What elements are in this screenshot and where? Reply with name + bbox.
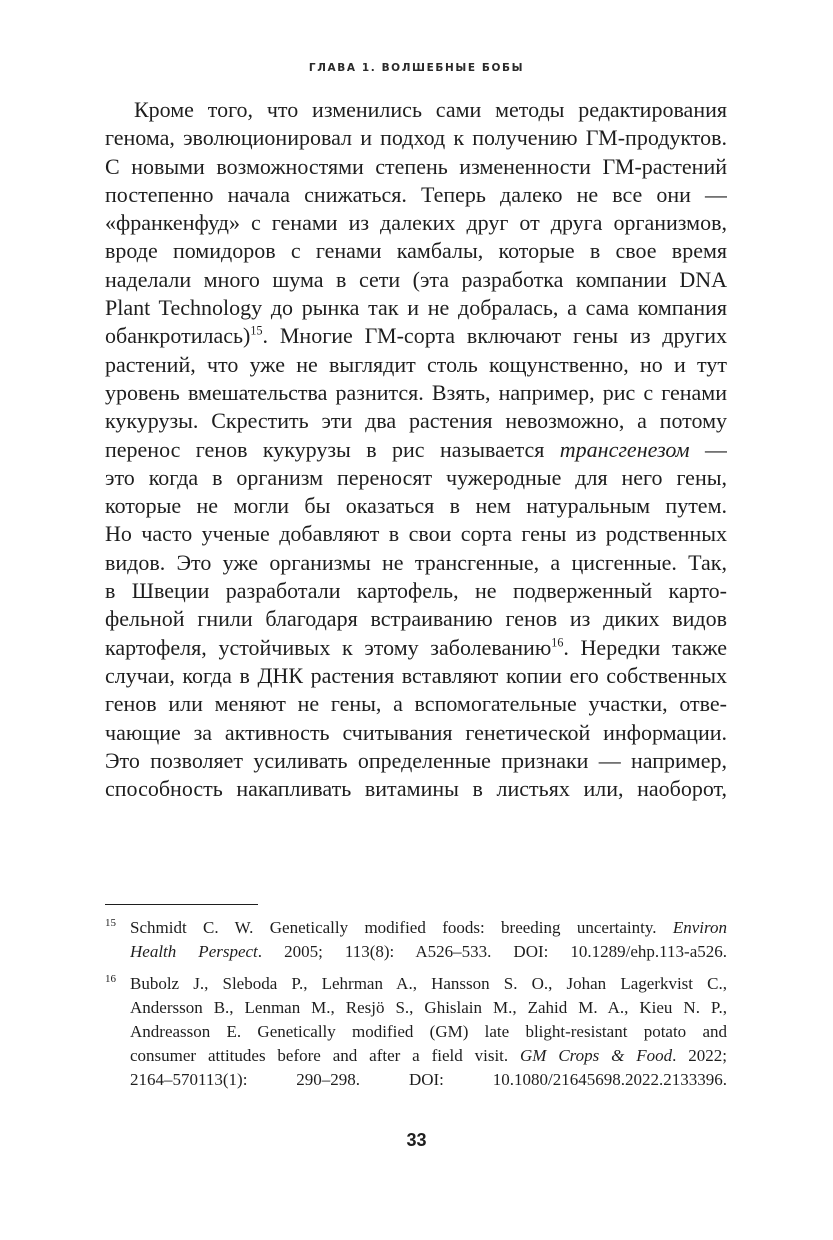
text-segment: генома, эволюционировал и подход к получению ГМ-продуктов. bbox=[105, 125, 727, 151]
text-segment: картофеля, устойчивых к этому заболеванию bbox=[105, 634, 552, 660]
body-line bbox=[105, 181, 727, 209]
text-segment: наделали много шума в сети (эта разработка компании DNA bbox=[105, 266, 727, 292]
line-content bbox=[105, 437, 727, 462]
body-text bbox=[105, 96, 727, 803]
body-line bbox=[105, 549, 727, 577]
line-content bbox=[105, 267, 727, 292]
text-segment: уровень вмешательства разнится. Взять, например, рис с генами bbox=[105, 379, 727, 405]
body-line bbox=[105, 322, 727, 350]
body-line bbox=[105, 124, 727, 152]
body-line bbox=[105, 266, 727, 294]
body-line bbox=[105, 209, 727, 237]
footnote-number: 16 bbox=[105, 973, 116, 985]
line-content bbox=[105, 606, 727, 631]
text-segment: . 2022; bbox=[672, 1046, 727, 1065]
text-segment: случаи, когда в ДНК растения вставляют копии его собственных bbox=[105, 662, 727, 688]
italic-text: GM Crops & Food bbox=[520, 1046, 673, 1065]
line-content bbox=[130, 1070, 727, 1089]
footnote-divider bbox=[105, 904, 258, 905]
line-content bbox=[105, 210, 727, 235]
body-line bbox=[105, 351, 727, 379]
text-segment: фельной гнили благодаря встраиванию генов из диких видов bbox=[105, 606, 727, 632]
line-content bbox=[130, 974, 727, 993]
line-content bbox=[130, 942, 727, 961]
text-segment: — bbox=[689, 436, 727, 462]
line-content bbox=[105, 691, 727, 716]
text-segment: С новыми возможностями степень измененности ГМ-растений bbox=[105, 153, 727, 179]
body-line bbox=[105, 237, 727, 265]
text-segment: Кроме того, что изменились сами методы редактирования bbox=[134, 97, 727, 122]
line-content bbox=[105, 380, 727, 405]
text-segment: это когда в организм переносят чужеродные для него гены, bbox=[105, 464, 727, 490]
footnote-line bbox=[130, 1044, 727, 1068]
line-content bbox=[134, 97, 727, 122]
line-content bbox=[105, 125, 727, 150]
text-segment: которые не могли бы оказаться в нем натуральным путем. bbox=[105, 493, 727, 519]
line-content bbox=[105, 635, 727, 660]
line-content bbox=[105, 663, 727, 688]
line-content bbox=[105, 182, 727, 207]
text-segment: способность накапливать витамины в листьях или, наоборот, bbox=[105, 776, 727, 802]
text-segment: «франкенфуд» с генами из далеких друг от друга организмов, bbox=[105, 210, 727, 236]
text-segment: кукурузы. Скрестить эти два растения невозможно, а потому bbox=[105, 408, 727, 434]
footnote bbox=[105, 972, 727, 1092]
page-number: 33 bbox=[406, 1130, 427, 1150]
text-segment: обанкротилась) bbox=[105, 323, 251, 349]
body-line bbox=[105, 719, 727, 747]
text-segment: Andersson B., Lenman M., Resjö S., Ghislain M., Zahid M. A., Kieu N. P., bbox=[130, 998, 727, 1017]
line-content bbox=[105, 465, 727, 490]
body-line bbox=[105, 96, 727, 124]
body-line bbox=[105, 436, 727, 464]
text-segment: чающие за активность считывания генетической информации. bbox=[105, 719, 727, 745]
text-segment: consumer attitudes before and after a field visit. bbox=[130, 1046, 521, 1065]
text-segment: Schmidt C. W. Genetically modified foods: breeding uncertainty. bbox=[130, 918, 673, 937]
line-content bbox=[105, 295, 727, 320]
body-line bbox=[105, 520, 727, 548]
body-line bbox=[105, 407, 727, 435]
footnote-number: 15 bbox=[105, 917, 116, 929]
line-content bbox=[105, 748, 727, 773]
body-line bbox=[105, 634, 727, 662]
text-segment: . 2005; 113(8): A526–533. DOI: 10.1289/ehp.113-a526. bbox=[257, 942, 727, 961]
text-segment: перенос генов кукурузы в рис называется bbox=[105, 436, 560, 462]
body-line bbox=[105, 492, 727, 520]
footnote-line bbox=[130, 1068, 727, 1092]
line-content bbox=[105, 154, 727, 179]
text-segment: вроде помидоров с генами камбалы, которые в свое время bbox=[105, 238, 727, 264]
footnote bbox=[105, 916, 727, 964]
text-segment: Но часто ученые добавляют в свои сорта гены из родственных bbox=[105, 521, 727, 547]
text-segment: постепенно начала снижаться. Теперь далеко не все они — bbox=[105, 181, 727, 207]
footnote-line bbox=[130, 940, 727, 964]
running-head: ГЛАВА 1. ВОЛШЕБНЫЕ БОБЫ bbox=[308, 62, 525, 74]
body-line bbox=[105, 577, 727, 605]
body-line bbox=[105, 379, 727, 407]
body-line bbox=[105, 690, 727, 718]
text-segment: Bubolz J., Sleboda P., Lehrman A., Hansson S. O., Johan Lagerkvist C., bbox=[130, 974, 727, 993]
footnote-line bbox=[130, 972, 727, 996]
text-segment: Plant Technology до рынка так и не добралась, а сама компания bbox=[105, 295, 727, 321]
text-segment: . Многие ГМ-сорта включают гены из других bbox=[262, 323, 727, 349]
body-line bbox=[105, 775, 727, 803]
text-segment: Это позволяет усиливать определенные признаки — например, bbox=[105, 747, 727, 773]
footnote-line bbox=[130, 916, 727, 940]
body-line bbox=[105, 153, 727, 181]
italic-text: трансгенезом bbox=[559, 436, 690, 462]
line-content bbox=[105, 776, 727, 801]
line-content bbox=[105, 352, 727, 377]
footnote-ref: 15 bbox=[250, 323, 263, 338]
text-segment: растений, что уже не выглядит столь кощунственно, но и тут bbox=[105, 351, 727, 377]
body-line bbox=[105, 662, 727, 690]
body-line bbox=[105, 294, 727, 322]
text-segment: видов. Это уже организмы не трансгенные, а цисгенные. Так, bbox=[105, 549, 727, 575]
line-content bbox=[130, 998, 727, 1017]
body-line bbox=[105, 747, 727, 775]
line-content bbox=[105, 550, 727, 575]
body-line bbox=[105, 464, 727, 492]
italic-text: Health Perspect bbox=[130, 942, 258, 961]
line-content bbox=[105, 238, 727, 263]
text-segment: генов или меняют не гены, а вспомогательные участки, отве- bbox=[105, 691, 727, 717]
text-segment: . Нередки также bbox=[563, 634, 727, 660]
line-content bbox=[130, 1022, 727, 1041]
line-content bbox=[105, 493, 727, 518]
line-content bbox=[130, 918, 727, 937]
footnote-line bbox=[130, 1020, 727, 1044]
text-segment: Andreasson E. Genetically modified (GM) late blight-resistant potato and bbox=[130, 1022, 727, 1041]
footnote-line bbox=[130, 996, 727, 1020]
text-segment: 2164–570113(1): 290–298. DOI: 10.1080/21645698.2022.2133396. bbox=[130, 1070, 727, 1089]
line-content bbox=[105, 720, 727, 745]
line-content bbox=[105, 578, 727, 603]
line-content bbox=[105, 408, 727, 433]
italic-text: Environ bbox=[672, 918, 727, 937]
line-content bbox=[105, 521, 727, 546]
line-content bbox=[105, 323, 727, 348]
body-line bbox=[105, 605, 727, 633]
line-content bbox=[130, 1046, 727, 1065]
footnote-ref: 16 bbox=[551, 635, 564, 650]
text-segment: в Швеции разработали картофель, не подверженный карто- bbox=[105, 578, 727, 604]
footnotes bbox=[105, 916, 727, 1100]
